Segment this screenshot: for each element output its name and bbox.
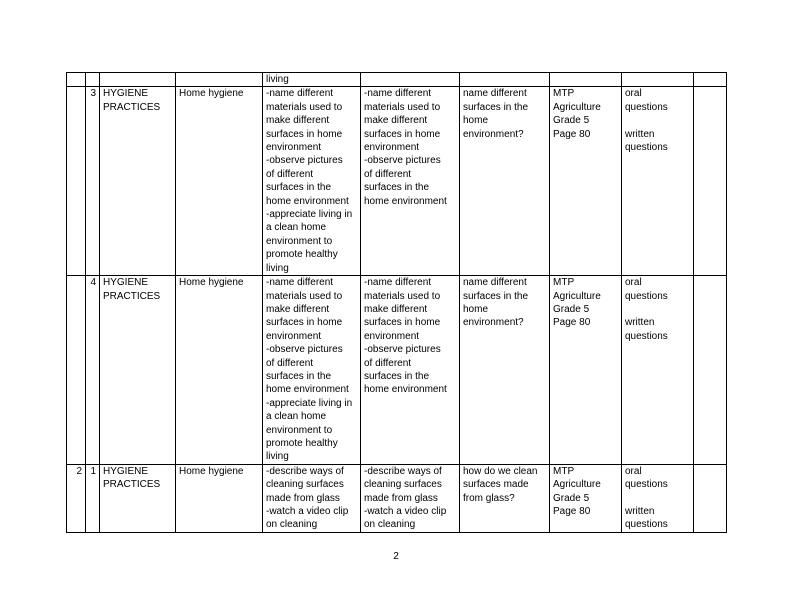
week-cell bbox=[67, 276, 86, 465]
learning-experiences-cell: -describe ways of cleaning surfaces made from glass -watch a video clip on cleaning bbox=[361, 464, 460, 532]
week-cell: 2 bbox=[67, 464, 86, 532]
lesson-cell: 1 bbox=[86, 464, 100, 532]
remarks-cell bbox=[694, 276, 727, 465]
lesson-cell: 4 bbox=[86, 276, 100, 465]
week-cell bbox=[67, 87, 86, 276]
sub-strand-cell: Home hygiene bbox=[176, 464, 263, 532]
learning-outcomes-cell: -name different materials used to make different surfaces in home environment -observe pictures of different surfaces in the home environment -appreciate living in a clean home environment to promote healthy living bbox=[263, 276, 361, 465]
scheme-of-work-table bbox=[66, 72, 727, 533]
strand-cell bbox=[100, 73, 176, 87]
assessment-cell bbox=[622, 73, 694, 87]
remarks-cell bbox=[694, 464, 727, 532]
lesson-cell: 3 bbox=[86, 87, 100, 276]
sub-strand-cell: Home hygiene bbox=[176, 276, 263, 465]
learning-experiences-cell: -name different materials used to make different surfaces in home environment -observe pictures of different surfaces in the home environment bbox=[361, 87, 460, 276]
table-row bbox=[67, 87, 727, 276]
inquiry-question-cell bbox=[460, 73, 550, 87]
learning-outcomes-cell: living bbox=[263, 73, 361, 87]
strand-cell: HYGIENE PRACTICES bbox=[100, 87, 176, 276]
table-row bbox=[67, 276, 727, 465]
lesson-cell bbox=[86, 73, 100, 87]
resources-cell: MTP Agriculture Grade 5 Page 80 bbox=[550, 276, 622, 465]
resources-cell: MTP Agriculture Grade 5 Page 80 bbox=[550, 464, 622, 532]
strand-cell: HYGIENE PRACTICES bbox=[100, 276, 176, 465]
page-number: 2 bbox=[393, 551, 399, 562]
remarks-cell bbox=[694, 73, 727, 87]
sub-strand-cell: Home hygiene bbox=[176, 87, 263, 276]
inquiry-question-cell: name different surfaces in the home environment? bbox=[460, 276, 550, 465]
learning-experiences-cell bbox=[361, 73, 460, 87]
strand-cell: HYGIENE PRACTICES bbox=[100, 464, 176, 532]
week-cell bbox=[67, 73, 86, 87]
assessment-cell: oral questions written questions bbox=[622, 464, 694, 532]
assessment-cell: oral questions written questions bbox=[622, 276, 694, 465]
learning-outcomes-cell: -describe ways of cleaning surfaces made from glass -watch a video clip on cleaning bbox=[263, 464, 361, 532]
learning-outcomes-cell: -name different materials used to make different surfaces in home environment -observe pictures of different surfaces in the home environment -appreciate living in a clean home environment to promote healthy living bbox=[263, 87, 361, 276]
inquiry-question-cell: name different surfaces in the home environment? bbox=[460, 87, 550, 276]
inquiry-question-cell: how do we clean surfaces made from glass? bbox=[460, 464, 550, 532]
assessment-cell: oral questions written questions bbox=[622, 87, 694, 276]
resources-cell: MTP Agriculture Grade 5 Page 80 bbox=[550, 87, 622, 276]
table-row bbox=[67, 464, 727, 532]
sub-strand-cell bbox=[176, 73, 263, 87]
remarks-cell bbox=[694, 87, 727, 276]
resources-cell bbox=[550, 73, 622, 87]
table-row bbox=[67, 73, 727, 87]
learning-experiences-cell: -name different materials used to make different surfaces in home environment -observe pictures of different surfaces in the home environment bbox=[361, 276, 460, 465]
